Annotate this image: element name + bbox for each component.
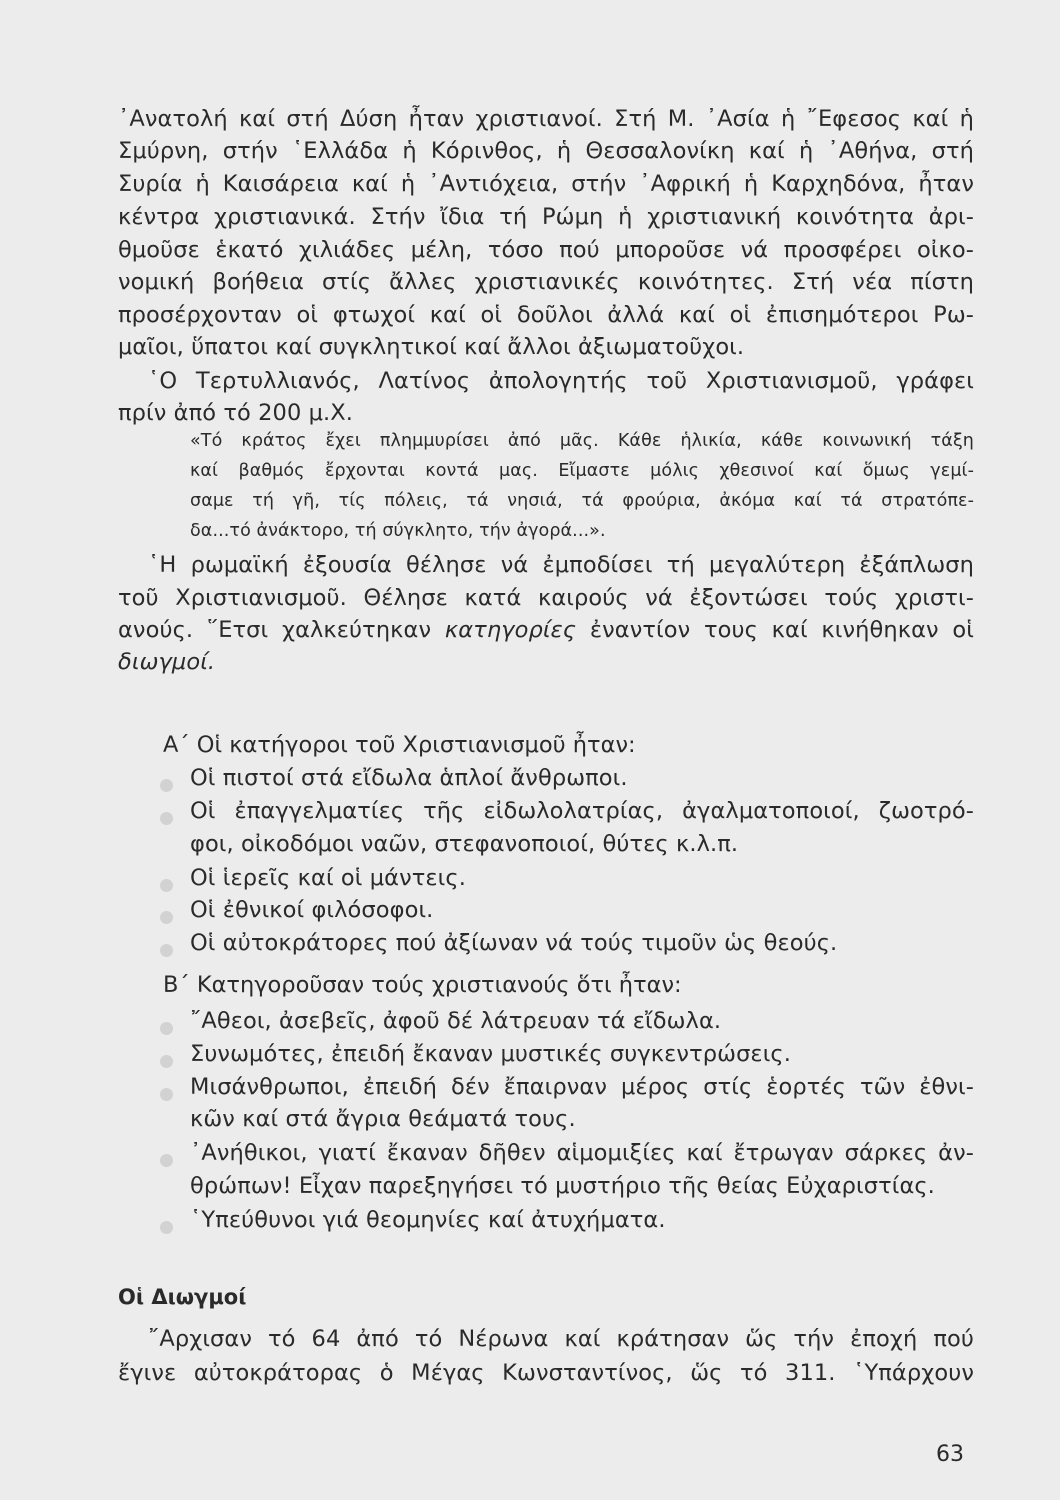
list-item: Οἱ αὐτοκράτορες πού ἀξίωναν νά τούς τιμοῦν ὡς θεούς.: [190, 930, 838, 956]
text-line: Συρία ἡ Καισάρεια καί ἡ ᾿Αντιόχεια, στήν ᾿Αφρική ἡ Καρχηδόνα, ἦταν: [118, 171, 974, 197]
quote-line: «Τό κράτος ἔχει πλημμυρίσει ἀπό μᾶς. Κάθε ἡλικία, κάθε κοινωνική τάξη: [190, 431, 974, 451]
text-line: θμοῦσε ἑκατό χιλιάδες μέλη, τόσο πού μποροῦσε νά προσφέρει οἰκο-: [118, 237, 974, 263]
list-item: Οἱ πιστοί στά εἴδωλα ἁπλοί ἄνθρωποι.: [190, 765, 628, 791]
list-item-continuation: θρώπων! Εἶχαν παρεξηγήσει τό μυστήριο τῆς θείας Εὐχαριστίας.: [190, 1173, 935, 1199]
text-line: νομική βοήθεια στίς ἄλλες χριστιανικές κοινότητες. Στή νέα πίστη: [118, 269, 974, 295]
list-item: Οἱ ἐπαγγελματίες τῆς εἰδωλολατρίας, ἀγαλματοποιοί, ζωοτρό-: [190, 798, 974, 824]
text-line: ῎Αρχισαν τό 64 ἀπό τό Νέρωνα καί κράτησαν ὥς τήν ἐποχή πού: [148, 1326, 974, 1352]
text-line: Σμύρνη, στήν ῾Ελλάδα ἡ Κόρινθος, ἡ Θεσσαλονίκη καί ἡ ᾿Αθήνα, στή: [118, 138, 974, 164]
italic-term-persecutions: διωγμοί.: [118, 649, 216, 675]
list-item: ῎Αθεοι, ἀσεβεῖς, ἀφοῦ δέ λάτρευαν τά εἴδωλα.: [190, 1008, 722, 1034]
quote-line: δα...τό ἀνάκτορο, τή σύγκλητο, τήν ἀγορά...».: [190, 521, 606, 541]
text-line: μαῖοι, ὕπατοι καί συγκλητικοί καί ἄλλοι ἀξιωματοῦχοι.: [118, 334, 745, 360]
bullet-icon: [160, 1221, 173, 1234]
list-item: ᾿Ανήθικοι, γιατί ἔκαναν δῆθεν αἱμομιξίες καί ἔτρωγαν σάρκες ἀν-: [190, 1140, 974, 1166]
text-line: [118, 615, 974, 645]
bullet-icon: [160, 911, 173, 924]
bullet-icon: [160, 1088, 173, 1101]
italic-term-accusations: κατηγορίες: [444, 617, 577, 643]
section-a-heading: Α΄ Οἱ κατήγοροι τοῦ Χριστιανισμοῦ ἦταν:: [163, 732, 636, 758]
list-item: Οἱ ἐθνικοί φιλόσοφοι.: [190, 897, 434, 923]
text-run: ἐναντίον τους καί κινήθηκαν οἱ: [576, 617, 975, 643]
list-item-continuation: φοι, οἰκοδόμοι ναῶν, στεφανοποιοί, θύτες κ.λ.π.: [190, 831, 739, 857]
text-line: προσέρχονταν οἱ φτωχοί καί οἱ δοῦλοι ἀλλά καί οἱ ἐπισημότεροι Ρω-: [118, 302, 974, 328]
bullet-icon: [160, 1055, 173, 1068]
section-b-heading: Β΄ Κατηγοροῦσαν τούς χριστιανούς ὅτι ἦταν:: [163, 972, 682, 998]
bullet-icon: [160, 1022, 173, 1035]
text-line: ῾Η ρωμαϊκή ἐξουσία θέλησε νά ἐμποδίσει τή μεγαλύτερη ἐξάπλωση: [148, 552, 974, 578]
text-run: ανούς. ῞Ετσι χαλκεύτηκαν: [118, 617, 445, 643]
bullet-icon: [160, 944, 173, 957]
quote-line: καί βαθμός ἔρχονται κοντά μας. Εἴμαστε μόλις χθεσινοί καί ὅμως γεμί-: [190, 461, 974, 481]
text-line: πρίν ἀπό τό 200 μ.Χ.: [118, 400, 354, 426]
list-item: Μισάνθρωποι, ἐπειδή δέν ἔπαιρναν μέρος στίς ἑορτές τῶν ἐθνι-: [190, 1074, 974, 1100]
bullet-icon: [160, 779, 173, 792]
text-line: κέντρα χριστιανικά. Στήν ἴδια τή Ρώμη ἡ χριστιανική κοινότητα ἀρι-: [118, 204, 974, 230]
section-heading: Οἱ Διωγμοί: [118, 1285, 247, 1309]
list-item: Οἱ ἱερεῖς καί οἱ μάντεις.: [190, 865, 466, 891]
text-line: τοῦ Χριστιανισμοῦ. Θέλησε κατά καιρούς νά ἐξοντώσει τούς χριστι-: [118, 585, 974, 611]
bullet-icon: [160, 812, 173, 825]
quote-line: σαμε τή γῆ, τίς πόλεις, τά νησιά, τά φρούρια, ἀκόμα καί τά στρατόπε-: [190, 491, 974, 511]
bullet-icon: [160, 879, 173, 892]
list-item: ῾Υπεύθυνοι γιά θεομηνίες καί ἀτυχήματα.: [190, 1207, 666, 1233]
text-line: ῾Ο Τερτυλλιανός, Λατίνος ἀπολογητής τοῦ Χριστιανισμοῦ, γράφει: [148, 368, 974, 394]
text-line: ἔγινε αὐτοκράτορας ὁ Μέγας Κωνσταντίνος, ὥς τό 311. ῾Υπάρχουν: [118, 1360, 974, 1386]
list-item: Συνωμότες, ἐπειδή ἔκαναν μυστικές συγκεντρώσεις.: [190, 1041, 791, 1067]
bullet-icon: [160, 1154, 173, 1167]
page-number: 63: [936, 1442, 964, 1467]
list-item-continuation: κῶν καί στά ἄγρια θεάματά τους.: [190, 1106, 576, 1132]
text-line: ᾿Ανατολή καί στή Δύση ἦταν χριστιανοί. Στή Μ. ᾿Ασία ἡ ῎Εφεσος καί ἡ: [118, 106, 974, 132]
